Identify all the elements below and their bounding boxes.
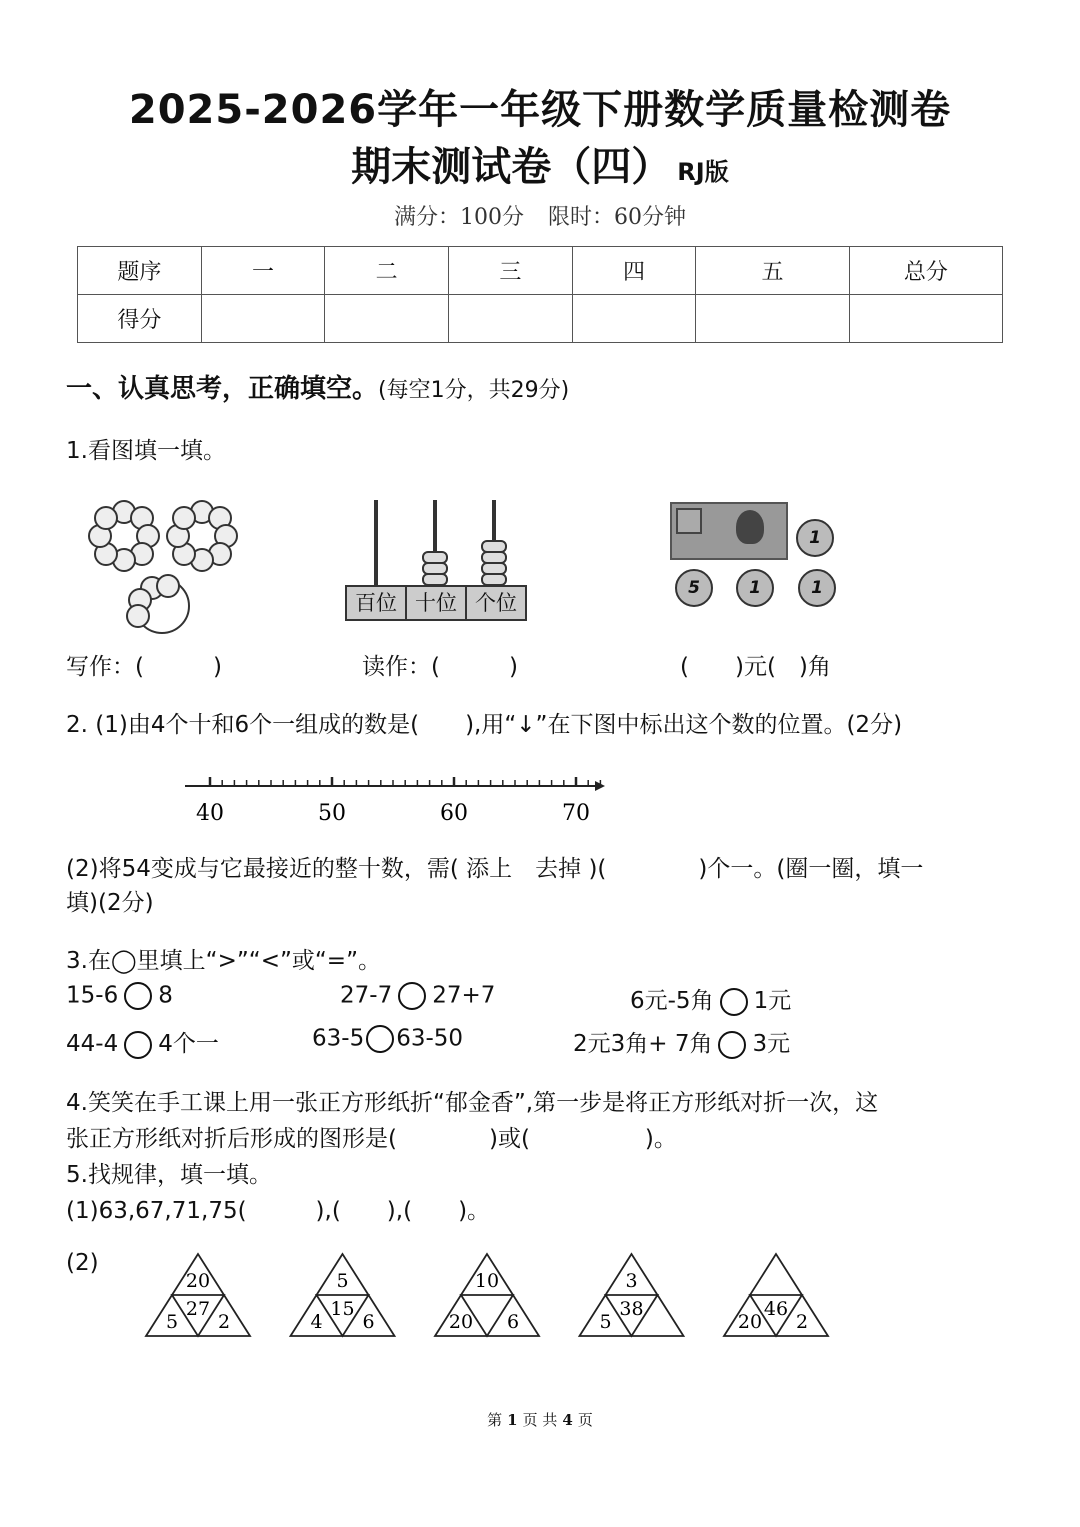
footer-total-pages: 4 — [562, 1411, 573, 1429]
triangle-right-value: 2 — [795, 1311, 809, 1333]
q1-text: 1.看图填一填。 — [66, 438, 226, 464]
triangle-figure — [291, 1254, 395, 1336]
coin-icon: 1 — [796, 519, 834, 557]
triangle-right-value: 2 — [217, 1311, 231, 1333]
triangle-figure — [435, 1254, 539, 1336]
bead-ring-icon — [166, 500, 236, 570]
number-line[interactable] — [180, 770, 610, 830]
q1-answer-write[interactable]: 写作：( ) — [66, 654, 222, 680]
abacus-rod — [374, 500, 378, 586]
triangle-center-value: 46 — [763, 1298, 789, 1320]
compare-item — [66, 982, 173, 1010]
compare-circle[interactable] — [124, 982, 152, 1010]
triangle-pattern — [140, 1250, 840, 1342]
score-value-row — [78, 295, 1003, 343]
coin-icon: 1 — [736, 569, 774, 607]
compare-right: 8 — [158, 982, 173, 1009]
compare-right: 1元 — [753, 988, 792, 1014]
score-cell: 五 — [696, 247, 849, 295]
score-input-cell[interactable] — [849, 295, 1002, 343]
q3-text: 3.在◯里填上“>”“<”或“=”。 — [66, 948, 381, 974]
title-line2 — [0, 135, 1080, 192]
triangle-center-value: 27 — [185, 1298, 211, 1320]
number-line-label: 40 — [196, 801, 224, 826]
triangle-right-value: 6 — [362, 1311, 375, 1333]
q4-line1: 4.笑笑在手工课上用一张正方形纸折“郁金香”,第一步是将正方形纸对折一次，这 — [66, 1090, 879, 1116]
full-score: 满分：100分 — [394, 205, 524, 230]
q1-answer-money[interactable]: ( )元( )角 — [680, 654, 831, 680]
version-label: RJ版 — [677, 158, 729, 186]
abacus-label-tens: 十位 — [405, 585, 467, 621]
compare-left: 44-4 — [66, 1031, 119, 1057]
q5-text: 5.找规律，填一填。 — [66, 1162, 272, 1188]
score-input-cell[interactable] — [696, 295, 849, 343]
compare-left: 2元3角+ 7角 — [573, 1031, 713, 1057]
triangle-figure — [580, 1254, 684, 1336]
section-title: 一、认真思考，正确填空。 — [66, 374, 379, 404]
section-note: (每空1分，共29分) — [378, 378, 570, 403]
q5-part1: (1)63,67,71,75( ),( ),( )。 — [66, 1198, 491, 1224]
triangle-top-value: 20 — [185, 1270, 211, 1292]
time-limit: 限时：60分钟 — [548, 205, 686, 230]
q2-part2-line2: 填)(2分) — [66, 890, 154, 916]
triangle-left-value: 4 — [310, 1311, 323, 1333]
compare-circle[interactable] — [398, 982, 426, 1010]
partial-bead-string-icon — [124, 574, 194, 634]
page-footer — [0, 1409, 1080, 1430]
compare-circle[interactable] — [718, 1031, 746, 1059]
compare-circle[interactable] — [720, 988, 748, 1016]
compare-left: 63-5 — [312, 1025, 365, 1052]
score-cell: 二 — [325, 247, 449, 295]
compare-circle[interactable] — [124, 1031, 152, 1059]
score-row-label: 得分 — [78, 295, 202, 343]
triangle-left-value: 20 — [448, 1311, 474, 1333]
q2-part2-line1: (2)将54变成与它最接近的整十数，需( 添上 去掉 )( )个一。(圈一圈，填一 — [66, 856, 924, 882]
triangle-left-value: 20 — [737, 1311, 763, 1333]
q2-part1: 2. (1)由4个十和6个一组成的数是( ),用“↓”在下图中标出这个数的位置。(2分) — [66, 712, 903, 738]
title-main: 期末测试卷（四） — [351, 144, 672, 190]
compare-left: 15-6 — [66, 982, 119, 1009]
triangle-figure — [146, 1254, 250, 1336]
score-cell: 总分 — [849, 247, 1002, 295]
footer-prefix: 第 — [487, 1411, 503, 1429]
compare-right: 3元 — [752, 1031, 791, 1057]
triangle-top-value: 10 — [474, 1270, 500, 1292]
abacus-label-ones: 个位 — [465, 585, 527, 621]
compare-item — [66, 1025, 219, 1059]
footer-page-number: 1 — [507, 1411, 518, 1429]
score-header-row — [78, 247, 1003, 295]
coin-icon: 1 — [798, 569, 836, 607]
score-cell: 四 — [572, 247, 696, 295]
score-table — [77, 246, 1003, 343]
footer-mid: 页 共 — [522, 1411, 558, 1429]
q4-line2: 张正方形纸对折后形成的图形是( )或( )。 — [66, 1126, 677, 1152]
score-cell: 一 — [201, 247, 325, 295]
triangle-top-value: 5 — [336, 1270, 349, 1292]
score-input-cell[interactable] — [201, 295, 325, 343]
compare-left: 27-7 — [340, 982, 393, 1009]
triangle-center-value: 15 — [330, 1298, 355, 1320]
compare-item — [340, 982, 495, 1010]
triangle-top-value: 3 — [625, 1270, 638, 1292]
number-line-label: 70 — [562, 801, 590, 826]
section-heading — [66, 368, 569, 405]
score-input-cell[interactable] — [449, 295, 573, 343]
compare-left: 6元-5角 — [630, 988, 714, 1014]
exam-info — [0, 200, 1080, 231]
coin-icon: 5 — [675, 569, 713, 607]
triangle-right-value: 6 — [506, 1311, 520, 1333]
score-cell: 三 — [449, 247, 573, 295]
q1-answer-read[interactable]: 读作：( ) — [362, 654, 518, 680]
score-input-cell[interactable] — [325, 295, 449, 343]
compare-circle[interactable] — [366, 1025, 394, 1053]
number-line-label: 60 — [440, 801, 468, 826]
compare-item — [630, 982, 791, 1016]
banknote-icon — [670, 502, 788, 560]
title-line1: 2025-2026学年一年级下册数学质量检测卷 — [128, 87, 952, 133]
compare-right: 27+7 — [432, 982, 496, 1009]
compare-item — [573, 1025, 790, 1059]
compare-right: 4个一 — [158, 1031, 219, 1057]
score-input-cell[interactable] — [572, 295, 696, 343]
compare-item — [312, 1025, 463, 1053]
triangle-left-value: 5 — [165, 1311, 179, 1333]
abacus-label-hundreds: 百位 — [345, 585, 407, 621]
triangle-figure — [724, 1254, 828, 1336]
score-cell: 题序 — [78, 247, 202, 295]
compare-right: 63-50 — [396, 1025, 464, 1052]
number-line-label: 50 — [318, 801, 346, 826]
bead-ring-icon — [88, 500, 158, 570]
triangle-center-value: 38 — [619, 1298, 644, 1320]
triangle-left-value: 5 — [599, 1311, 612, 1333]
footer-suffix: 页 — [577, 1411, 593, 1429]
q5-part2-label: (2) — [66, 1250, 99, 1276]
